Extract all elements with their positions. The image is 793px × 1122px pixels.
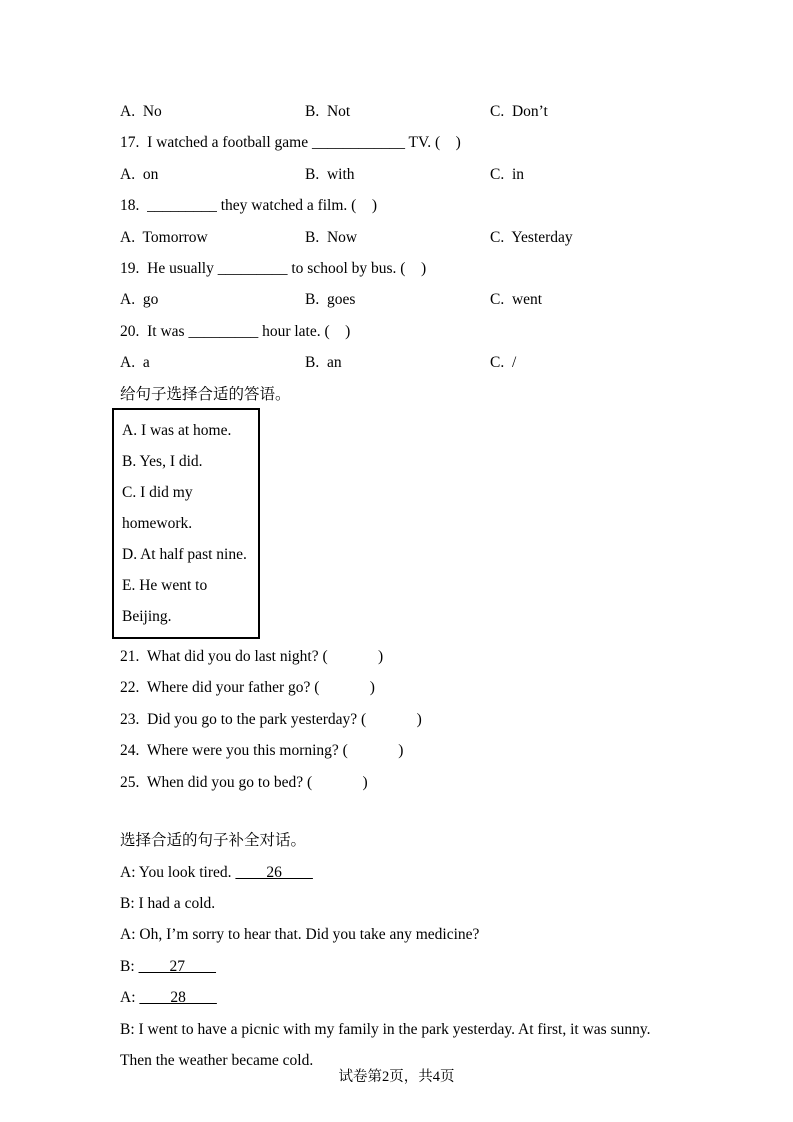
- dialogue-instruction: 选择合适的句子补全对话。: [120, 832, 307, 850]
- dialogue-line-5: [120, 982, 678, 1013]
- blank-26: 26: [235, 863, 313, 881]
- option-19-a: A. go: [120, 291, 159, 309]
- answer-box-item-c: C. I did my homework.: [122, 484, 197, 533]
- question-24: 24. Where were you this morning? ( ): [120, 742, 404, 760]
- question-22: 22. Where did your father go? ( ): [120, 679, 375, 697]
- question-18: 18. _________ they watched a film. ( ): [120, 197, 377, 215]
- dialogue-section: [120, 825, 678, 1076]
- answer-box-item-e: E. He went to Beijing.: [122, 577, 212, 626]
- option-18-c: C. Yesterday: [490, 228, 573, 246]
- dialogue-line-4-text: B:: [120, 957, 139, 975]
- option-19-c: C. went: [490, 291, 543, 309]
- option-16-a: A. No: [120, 103, 162, 120]
- option-20-a: A. a: [120, 354, 150, 372]
- option-17-b: B. with: [305, 165, 355, 183]
- question-20: 20. It was _________ hour late. ( ): [120, 322, 351, 340]
- dialogue-line-4: [120, 951, 678, 982]
- dialogue-line-6: B: I went to have a picnic with my family in the park yesterday. At first, it was sunny. Then the weather became cold.: [120, 1020, 655, 1069]
- option-19-b: B. goes: [305, 291, 356, 309]
- option-18-a: A. Tomorrow: [120, 228, 208, 246]
- page-content: [120, 96, 678, 1076]
- options-row-19: [120, 284, 678, 315]
- dialogue-line-2: B: I had a cold.: [120, 894, 216, 912]
- option-20-c: C. /: [490, 354, 517, 372]
- blank-27: 27: [138, 957, 217, 975]
- dialogue-line-1-text: A: You look tired.: [120, 863, 236, 881]
- option-17-a: A. on: [120, 165, 159, 183]
- dialogue-line-3: A: Oh, I’m sorry to hear that. Did you take any medicine?: [120, 926, 480, 944]
- answer-box-item-d: D. At half past nine.: [122, 546, 247, 564]
- option-20-b: B. an: [305, 354, 342, 372]
- matching-instruction: 给句子选择合适的答语。: [120, 385, 291, 403]
- options-row-20: [120, 347, 678, 378]
- question-17: 17. I watched a football game ____________ TV. ( ): [120, 134, 461, 152]
- option-16-b: B. Not: [305, 103, 351, 120]
- answer-box-item-b: B. Yes, I did.: [122, 453, 203, 471]
- options-row-17: [120, 159, 678, 190]
- dialogue-line-5-text: A:: [120, 989, 140, 1007]
- options-row-18: [120, 222, 678, 253]
- option-18-b: B. Now: [305, 228, 358, 246]
- page-footer: 试卷第2页，共4页: [338, 1069, 455, 1085]
- answer-box: [112, 408, 260, 639]
- option-17-c: C. in: [490, 165, 525, 183]
- question-25: 25. When did you go to bed? ( ): [120, 773, 368, 791]
- question-21: 21. What did you do last night? ( ): [120, 648, 384, 666]
- options-row-16: [120, 96, 678, 127]
- dialogue-line-1: [120, 857, 678, 888]
- question-19: 19. He usually _________ to school by bus. ( ): [120, 260, 427, 278]
- option-16-c: C. Don’t: [490, 103, 548, 120]
- blank-28: 28: [139, 989, 217, 1007]
- question-23: 23. Did you go to the park yesterday? ( ): [120, 710, 422, 728]
- answer-box-item-a: A. I was at home.: [122, 422, 232, 440]
